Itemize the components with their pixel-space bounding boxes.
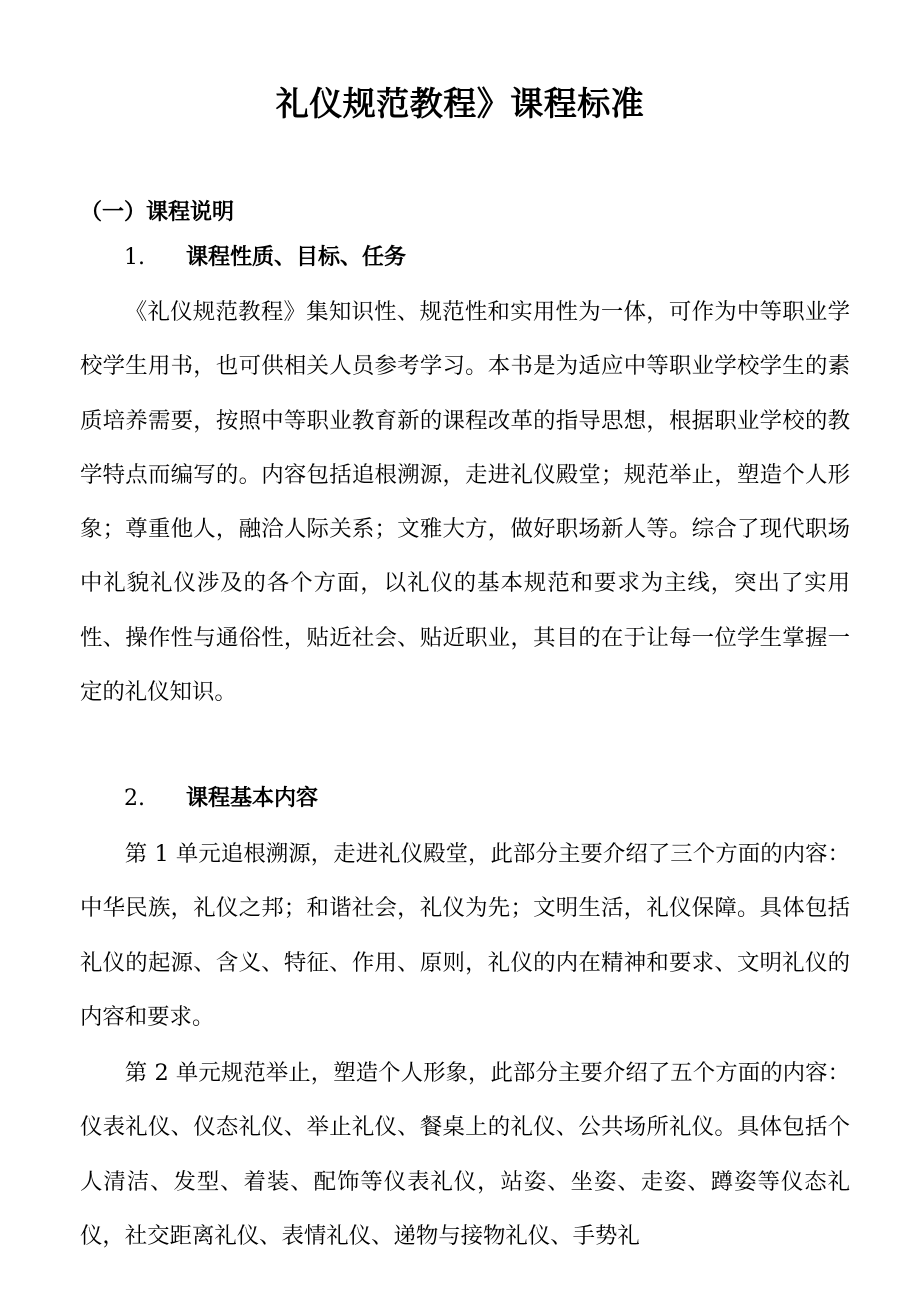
paragraph-course-intro: 《礼仪规范教程》集知识性、规范性和实用性为一体，可作为中等职业学校学生用书，也可供相关人员参考学习。本书是为适应中等职业学校学生的素质培养需要，按照中等职业教育新的课程改革的指导思想，根据职业学校的教学特点而编写的。内容包括追根溯源，走进礼仪殿堂；规范举止，塑造个人形象；尊重他人，融洽人际关系；文雅大方，做好职场新人等。综合了现代职场中礼貌礼仪涉及的各个方面，以礼仪的基本规范和要求为主线，突出了实用性、操作性与通俗性，贴近社会、贴近职业，其目的在于让每一位学生掌握一定的礼仪知识。: [80, 299, 850, 706]
subheading-course-content: [124, 781, 318, 817]
document-title: 礼仪规范教程》课程标准: [275, 84, 645, 123]
subheading-text: 课程性质、目标、任务: [186, 245, 407, 270]
subheading-text: 课程基本内容: [186, 786, 319, 811]
subheading-number: 2.: [124, 786, 145, 811]
subheading-course-nature: [124, 240, 406, 276]
subheading-number: 1.: [124, 245, 145, 270]
paragraph-unit-2: 第 2 单元规范举止，塑造个人形象，此部分主要介绍了五个方面的内容：仪表礼仪、仪态礼仪、举止礼仪、餐桌上的礼仪、公共场所礼仪。具体包括个人清洁、发型、着装、配饰等仪表礼仪，站姿、坐姿、走姿、蹲姿等仪态礼仪，社交距离礼仪、表情礼仪、递物与接物礼仪、手势礼: [80, 1060, 850, 1249]
section-heading-course-description: （一）课程说明: [80, 200, 235, 225]
paragraph-unit-1: 第 1 单元追根溯源，走进礼仪殿堂，此部分主要介绍了三个方面的内容：中华民族，礼仪之邦；和谐社会，礼仪为先；文明生活，礼仪保障。具体包括礼仪的起源、含义、特征、作用、原则，礼仪的内在精神和要求、文明礼仪的内容和要求。: [80, 841, 850, 1030]
